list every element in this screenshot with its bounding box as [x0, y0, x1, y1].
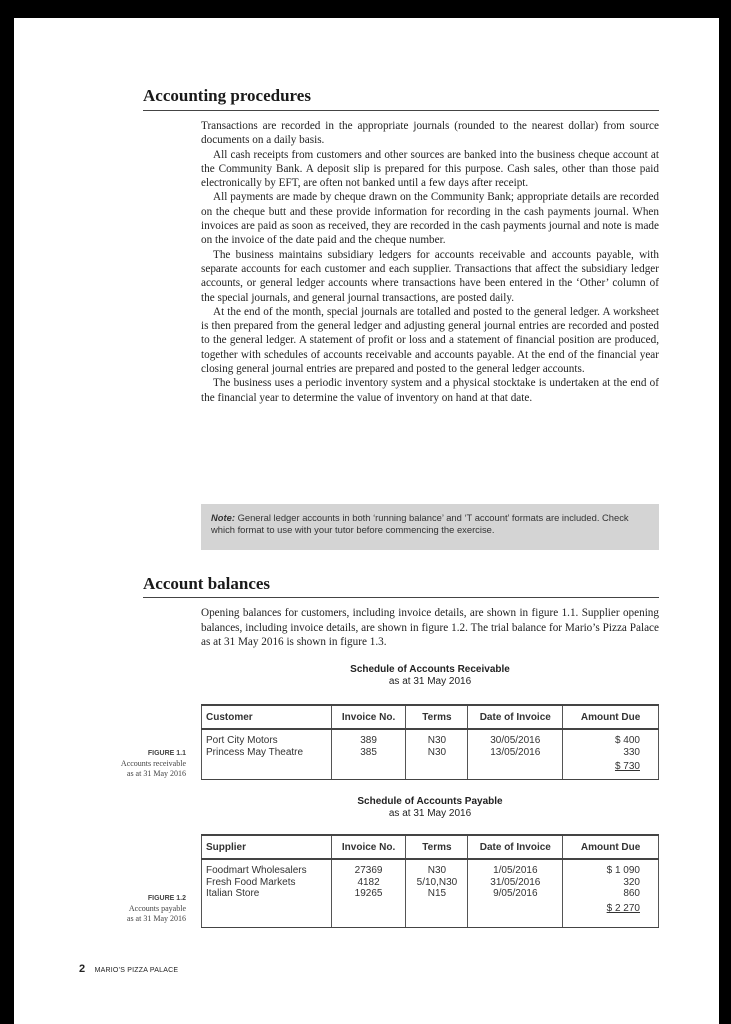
note-label: Note:	[211, 512, 235, 523]
figure-number: FIGURE 1.2	[147, 895, 186, 902]
amount-due: 860	[623, 888, 640, 899]
section-heading-balances: Account balances	[143, 574, 271, 593]
invoice-date: 1/05/2016	[493, 865, 538, 876]
figure-caption-line: Accounts receivable	[120, 759, 186, 768]
document-page	[14, 18, 719, 1024]
table-header-row	[202, 835, 659, 859]
invoice-number: 4182	[357, 876, 380, 888]
amount-due: 330	[623, 746, 640, 758]
terms-value: N30	[427, 735, 447, 746]
book-title: MARIO’S PIZZA PALACE	[94, 967, 179, 974]
figure-number: FIGURE 1.1	[147, 750, 186, 757]
page-number: 2	[79, 963, 86, 975]
figure-caption-line: as at 31 May 2016	[126, 914, 186, 923]
date-cell	[468, 729, 563, 779]
figure-caption-1-2	[14, 894, 186, 924]
note-box	[201, 504, 659, 550]
balances-intro	[201, 606, 659, 650]
paragraph: Opening balances for customers, including invoice details, are shown in figure 1.1. Supplier opening balances, including invoice details, are shown in figure 1.2. The trial balance for Mario’s Pizza Palace as at 31 May 2016 is shown in figure 1.3.	[201, 607, 659, 648]
paragraph: Transactions are recorded in the appropriate journals (rounded to the nearest dollar) from source documents on a daily basis.	[201, 120, 659, 147]
amount-due: 320	[623, 876, 640, 888]
amount-due: $ 1 090	[606, 865, 640, 876]
figure-caption-1-1	[14, 749, 186, 779]
invoice-date: 9/05/2016	[493, 888, 538, 899]
invoice-date: 13/05/2016	[490, 746, 541, 758]
column-header: Invoice No.	[331, 705, 406, 729]
invoice-number: 27369	[354, 865, 383, 876]
terms-value: N15	[427, 888, 447, 899]
section-rule	[143, 597, 659, 598]
invoice-date: 31/05/2016	[490, 876, 541, 888]
terms-cell	[406, 859, 468, 927]
figure-caption-line: as at 31 May 2016	[126, 769, 186, 778]
column-header: Date of Invoice	[468, 835, 563, 859]
column-header: Supplier	[202, 835, 332, 859]
terms-value: N30	[427, 746, 447, 758]
section-rule	[143, 110, 659, 111]
supplier-name: Foodmart Wholesalers	[206, 865, 307, 876]
schedule-title: Schedule of Accounts Receivable	[350, 664, 510, 675]
customer-name: Port City Motors	[206, 735, 278, 746]
paragraph: At the end of the month, special journals are totalled and posted to the general ledger. A worksheet is then prepared from the general ledger and adjusting general journal entries are recorded and posted to the general ledger. A statement of profit or loss and a statement of financial position are produced, together with schedules of accounts receivable and accounts payable. At the end of the financial year closing general journal entries are prepared and posted to the general ledger accounts.	[201, 305, 659, 376]
column-header: Date of Invoice	[468, 705, 563, 729]
paragraph: All cash receipts from customers and other sources are banked into the business cheque account at the Community Bank. A deposit slip is prepared for this purpose. Cash sales, other than those paid electronically by EFT, are often not banked until a few days after receipt.	[201, 148, 659, 190]
payable-title-block	[201, 795, 659, 820]
amount-cell	[563, 729, 659, 779]
figure-caption-line: Accounts payable	[128, 904, 186, 913]
receivable-table	[201, 704, 659, 780]
table-header-row	[202, 705, 659, 729]
supplier-name: Italian Store	[206, 888, 260, 899]
paragraph: The business maintains subsidiary ledgers for accounts receivable and accounts payable, with separate accounts for each customer and each supplier. Transactions that affect the subsidiary ledger accounts, or general ledger accounts where transactions have been entered in the ‘Other’ column of the special journals, and general journal transactions, are posted daily.	[201, 248, 659, 304]
schedule-subtitle: as at 31 May 2016	[388, 808, 472, 819]
table-row	[202, 859, 659, 927]
terms-cell	[406, 729, 468, 779]
schedule-title: Schedule of Accounts Payable	[357, 796, 503, 807]
invoice-cell	[331, 859, 406, 927]
procedures-body	[201, 119, 659, 405]
note-text: General ledger accounts in both ‘running balance’ and ‘T account’ formats are included. Check which format to use with your tutor before commencing the exercise.	[211, 512, 629, 535]
column-header: Amount Due	[563, 705, 659, 729]
invoice-number: 19265	[354, 888, 383, 899]
schedule-subtitle: as at 31 May 2016	[388, 676, 472, 687]
page-footer	[79, 959, 178, 977]
paragraph: The business uses a periodic inventory system and a physical stocktake is undertaken at the end of the financial year to determine the value of inventory on hand at that date.	[201, 377, 659, 404]
column-header: Customer	[202, 705, 332, 729]
total-amount: $ 730	[614, 761, 640, 772]
receivable-title-block	[201, 663, 659, 688]
invoice-cell	[331, 729, 406, 779]
table-row	[202, 729, 659, 779]
date-cell	[468, 859, 563, 927]
column-header: Terms	[406, 835, 468, 859]
terms-value: N30	[427, 865, 447, 876]
supplier-name: Fresh Food Markets	[206, 876, 296, 888]
supplier-cell	[202, 859, 332, 927]
column-header: Amount Due	[563, 835, 659, 859]
payable-table	[201, 834, 659, 928]
invoice-date: 30/05/2016	[490, 735, 541, 746]
section-heading-procedures: Accounting procedures	[143, 86, 311, 105]
customer-cell	[202, 729, 332, 779]
total-amount: $ 2 270	[606, 902, 640, 914]
paragraph: All payments are made by cheque drawn on the Community Bank; appropriate details are recorded on the cheque butt and these provide information for recording in the cash payments journal. When invoices are paid as soon as received, they are recorded in the cash payments journal and note is made on the invoice of the date paid and the cheque number.	[201, 191, 659, 247]
amount-cell	[563, 859, 659, 927]
column-header: Invoice No.	[331, 835, 406, 859]
invoice-number: 389	[360, 735, 377, 746]
amount-due: $ 400	[614, 735, 640, 746]
terms-value: 5/10,N30	[416, 876, 458, 888]
invoice-number: 385	[360, 746, 377, 758]
column-header: Terms	[406, 705, 468, 729]
customer-name: Princess May Theatre	[206, 746, 304, 758]
